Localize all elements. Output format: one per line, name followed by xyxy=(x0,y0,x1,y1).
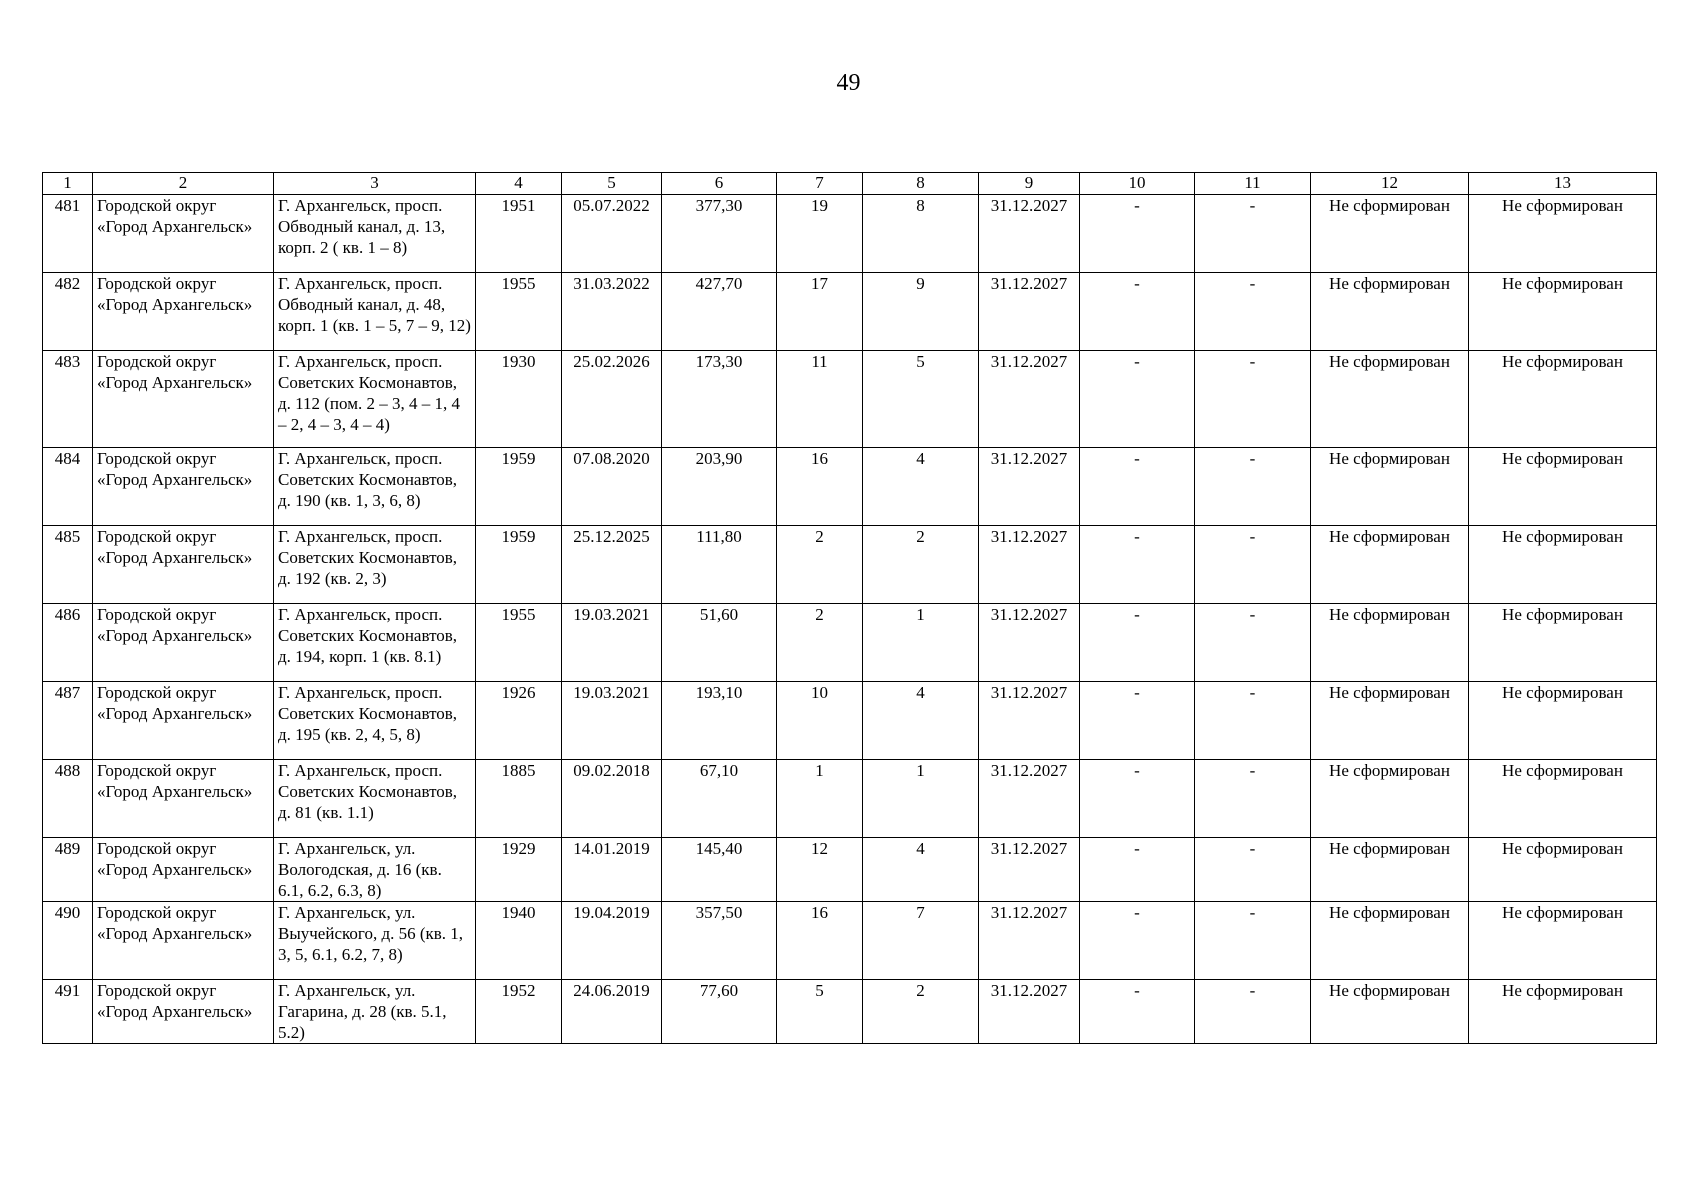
col-10-value: - xyxy=(1080,682,1195,760)
row-number: 489 xyxy=(43,838,93,902)
col-13-status: Не сформирован xyxy=(1469,902,1657,980)
row-number: 485 xyxy=(43,526,93,604)
column-number-row xyxy=(43,173,1657,195)
address: Г. Архангельск, просп. Советских Космонавтов, д. 195 (кв. 2, 4, 5, 8) xyxy=(274,682,476,760)
year-built: 1955 xyxy=(476,273,562,351)
date-recognized: 19.04.2019 xyxy=(562,902,662,980)
table-body xyxy=(43,195,1657,1044)
year-built: 1959 xyxy=(476,526,562,604)
year-built: 1955 xyxy=(476,604,562,682)
column-header-6: 6 xyxy=(662,173,777,195)
year-built: 1929 xyxy=(476,838,562,902)
municipality: Городской округ «Город Архангельск» xyxy=(93,838,274,902)
planned-resettlement-date: 31.12.2027 xyxy=(979,604,1080,682)
col-13-status: Не сформирован xyxy=(1469,273,1657,351)
area: 77,60 xyxy=(662,980,777,1044)
column-header-5: 5 xyxy=(562,173,662,195)
apartments-count: 1 xyxy=(863,604,979,682)
planned-resettlement-date: 31.12.2027 xyxy=(979,448,1080,526)
table-row xyxy=(43,604,1657,682)
col-12-status: Не сформирован xyxy=(1311,448,1469,526)
municipality: Городской округ «Город Архангельск» xyxy=(93,604,274,682)
col-11-value: - xyxy=(1195,902,1311,980)
col-12-status: Не сформирован xyxy=(1311,902,1469,980)
col-11-value: - xyxy=(1195,682,1311,760)
apartments-count: 2 xyxy=(863,980,979,1044)
planned-resettlement-date: 31.12.2027 xyxy=(979,980,1080,1044)
residents-count: 2 xyxy=(777,604,863,682)
column-header-3: 3 xyxy=(274,173,476,195)
page-number: 49 xyxy=(836,70,861,96)
column-header-7: 7 xyxy=(777,173,863,195)
apartments-count: 1 xyxy=(863,760,979,838)
col-13-status: Не сформирован xyxy=(1469,351,1657,448)
apartments-count: 4 xyxy=(863,682,979,760)
col-11-value: - xyxy=(1195,838,1311,902)
area: 357,50 xyxy=(662,902,777,980)
col-11-value: - xyxy=(1195,448,1311,526)
residents-count: 5 xyxy=(777,980,863,1044)
col-10-value: - xyxy=(1080,838,1195,902)
col-12-status: Не сформирован xyxy=(1311,760,1469,838)
apartments-count: 2 xyxy=(863,526,979,604)
column-header-11: 11 xyxy=(1195,173,1311,195)
municipality: Городской округ «Город Архангельск» xyxy=(93,273,274,351)
column-header-10: 10 xyxy=(1080,173,1195,195)
column-header-9: 9 xyxy=(979,173,1080,195)
residents-count: 12 xyxy=(777,838,863,902)
municipality: Городской округ «Город Архангельск» xyxy=(93,902,274,980)
date-recognized: 31.03.2022 xyxy=(562,273,662,351)
apartments-count: 9 xyxy=(863,273,979,351)
date-recognized: 19.03.2021 xyxy=(562,682,662,760)
apartments-count: 5 xyxy=(863,351,979,448)
table-row xyxy=(43,195,1657,273)
col-10-value: - xyxy=(1080,604,1195,682)
residents-count: 16 xyxy=(777,902,863,980)
date-recognized: 19.03.2021 xyxy=(562,604,662,682)
table-header xyxy=(43,173,1657,195)
col-10-value: - xyxy=(1080,273,1195,351)
date-recognized: 09.02.2018 xyxy=(562,760,662,838)
municipality: Городской округ «Город Архангельск» xyxy=(93,760,274,838)
col-13-status: Не сформирован xyxy=(1469,682,1657,760)
row-number: 490 xyxy=(43,902,93,980)
column-header-12: 12 xyxy=(1311,173,1469,195)
row-number: 491 xyxy=(43,980,93,1044)
column-header-13: 13 xyxy=(1469,173,1657,195)
municipality: Городской округ «Город Архангельск» xyxy=(93,980,274,1044)
area: 193,10 xyxy=(662,682,777,760)
col-11-value: - xyxy=(1195,195,1311,273)
area: 111,80 xyxy=(662,526,777,604)
column-header-1: 1 xyxy=(43,173,93,195)
table-row xyxy=(43,526,1657,604)
col-11-value: - xyxy=(1195,760,1311,838)
residents-count: 2 xyxy=(777,526,863,604)
planned-resettlement-date: 31.12.2027 xyxy=(979,273,1080,351)
planned-resettlement-date: 31.12.2027 xyxy=(979,682,1080,760)
address: Г. Архангельск, просп. Советских Космонавтов, д. 192 (кв. 2, 3) xyxy=(274,526,476,604)
date-recognized: 07.08.2020 xyxy=(562,448,662,526)
address: Г. Архангельск, просп. Советских Космонавтов, д. 194, корп. 1 (кв. 8.1) xyxy=(274,604,476,682)
col-11-value: - xyxy=(1195,980,1311,1044)
col-13-status: Не сформирован xyxy=(1469,980,1657,1044)
date-recognized: 14.01.2019 xyxy=(562,838,662,902)
table-row xyxy=(43,760,1657,838)
residents-count: 10 xyxy=(777,682,863,760)
residents-count: 1 xyxy=(777,760,863,838)
area: 145,40 xyxy=(662,838,777,902)
table-row xyxy=(43,682,1657,760)
year-built: 1951 xyxy=(476,195,562,273)
year-built: 1926 xyxy=(476,682,562,760)
col-13-status: Не сформирован xyxy=(1469,838,1657,902)
municipality: Городской округ «Город Архангельск» xyxy=(93,195,274,273)
date-recognized: 24.06.2019 xyxy=(562,980,662,1044)
col-12-status: Не сформирован xyxy=(1311,604,1469,682)
table-row xyxy=(43,980,1657,1044)
col-12-status: Не сформирован xyxy=(1311,838,1469,902)
residents-count: 17 xyxy=(777,273,863,351)
col-10-value: - xyxy=(1080,980,1195,1044)
municipality: Городской округ «Город Архангельск» xyxy=(93,448,274,526)
municipality: Городской округ «Город Архангельск» xyxy=(93,682,274,760)
year-built: 1940 xyxy=(476,902,562,980)
year-built: 1952 xyxy=(476,980,562,1044)
col-12-status: Не сформирован xyxy=(1311,980,1469,1044)
col-10-value: - xyxy=(1080,195,1195,273)
apartments-count: 7 xyxy=(863,902,979,980)
planned-resettlement-date: 31.12.2027 xyxy=(979,838,1080,902)
col-10-value: - xyxy=(1080,760,1195,838)
table-row xyxy=(43,902,1657,980)
year-built: 1885 xyxy=(476,760,562,838)
row-number: 487 xyxy=(43,682,93,760)
address: Г. Архангельск, просп. Советских Космонавтов, д. 190 (кв. 1, 3, 6, 8) xyxy=(274,448,476,526)
address: Г. Архангельск, ул. Выучейского, д. 56 (кв. 1, 3, 5, 6.1, 6.2, 7, 8) xyxy=(274,902,476,980)
table-row xyxy=(43,273,1657,351)
residents-count: 19 xyxy=(777,195,863,273)
apartments-count: 8 xyxy=(863,195,979,273)
residents-count: 11 xyxy=(777,351,863,448)
row-number: 488 xyxy=(43,760,93,838)
address: Г. Архангельск, ул. Вологодская, д. 16 (кв. 6.1, 6.2, 6.3, 8) xyxy=(274,838,476,902)
col-11-value: - xyxy=(1195,604,1311,682)
col-11-value: - xyxy=(1195,273,1311,351)
row-number: 484 xyxy=(43,448,93,526)
col-13-status: Не сформирован xyxy=(1469,195,1657,273)
municipality: Городской округ «Город Архангельск» xyxy=(93,526,274,604)
col-12-status: Не сформирован xyxy=(1311,273,1469,351)
area: 377,30 xyxy=(662,195,777,273)
row-number: 486 xyxy=(43,604,93,682)
table-row xyxy=(43,838,1657,902)
address: Г. Архангельск, просп. Советских Космонавтов, д. 112 (пом. 2 – 3, 4 – 1, 4 – 2, 4 – 3, 4 – 4) xyxy=(274,351,476,448)
area: 51,60 xyxy=(662,604,777,682)
col-13-status: Не сформирован xyxy=(1469,526,1657,604)
year-built: 1930 xyxy=(476,351,562,448)
col-12-status: Не сформирован xyxy=(1311,526,1469,604)
column-header-8: 8 xyxy=(863,173,979,195)
table-row xyxy=(43,351,1657,448)
column-header-4: 4 xyxy=(476,173,562,195)
col-11-value: - xyxy=(1195,526,1311,604)
table-row xyxy=(43,448,1657,526)
col-13-status: Не сформирован xyxy=(1469,760,1657,838)
date-recognized: 05.07.2022 xyxy=(562,195,662,273)
address: Г. Архангельск, просп. Советских Космонавтов, д. 81 (кв. 1.1) xyxy=(274,760,476,838)
year-built: 1959 xyxy=(476,448,562,526)
residents-count: 16 xyxy=(777,448,863,526)
apartments-count: 4 xyxy=(863,448,979,526)
apartments-count: 4 xyxy=(863,838,979,902)
col-10-value: - xyxy=(1080,351,1195,448)
col-13-status: Не сформирован xyxy=(1469,604,1657,682)
area: 427,70 xyxy=(662,273,777,351)
address: Г. Архангельск, ул. Гагарина, д. 28 (кв. 5.1, 5.2) xyxy=(274,980,476,1044)
date-recognized: 25.02.2026 xyxy=(562,351,662,448)
col-12-status: Не сформирован xyxy=(1311,682,1469,760)
area: 203,90 xyxy=(662,448,777,526)
planned-resettlement-date: 31.12.2027 xyxy=(979,902,1080,980)
planned-resettlement-date: 31.12.2027 xyxy=(979,526,1080,604)
planned-resettlement-date: 31.12.2027 xyxy=(979,195,1080,273)
planned-resettlement-date: 31.12.2027 xyxy=(979,351,1080,448)
col-10-value: - xyxy=(1080,526,1195,604)
row-number: 481 xyxy=(43,195,93,273)
col-12-status: Не сформирован xyxy=(1311,195,1469,273)
planned-resettlement-date: 31.12.2027 xyxy=(979,760,1080,838)
col-13-status: Не сформирован xyxy=(1469,448,1657,526)
row-number: 482 xyxy=(43,273,93,351)
date-recognized: 25.12.2025 xyxy=(562,526,662,604)
col-12-status: Не сформирован xyxy=(1311,351,1469,448)
col-10-value: - xyxy=(1080,448,1195,526)
area: 173,30 xyxy=(662,351,777,448)
address: Г. Архангельск, просп. Обводный канал, д. 13, корп. 2 ( кв. 1 – 8) xyxy=(274,195,476,273)
address: Г. Архангельск, просп. Обводный канал, д. 48, корп. 1 (кв. 1 – 5, 7 – 9, 12) xyxy=(274,273,476,351)
col-10-value: - xyxy=(1080,902,1195,980)
column-header-2: 2 xyxy=(93,173,274,195)
housing-registry-table xyxy=(42,172,1657,1044)
area: 67,10 xyxy=(662,760,777,838)
row-number: 483 xyxy=(43,351,93,448)
col-11-value: - xyxy=(1195,351,1311,448)
municipality: Городской округ «Город Архангельск» xyxy=(93,351,274,448)
